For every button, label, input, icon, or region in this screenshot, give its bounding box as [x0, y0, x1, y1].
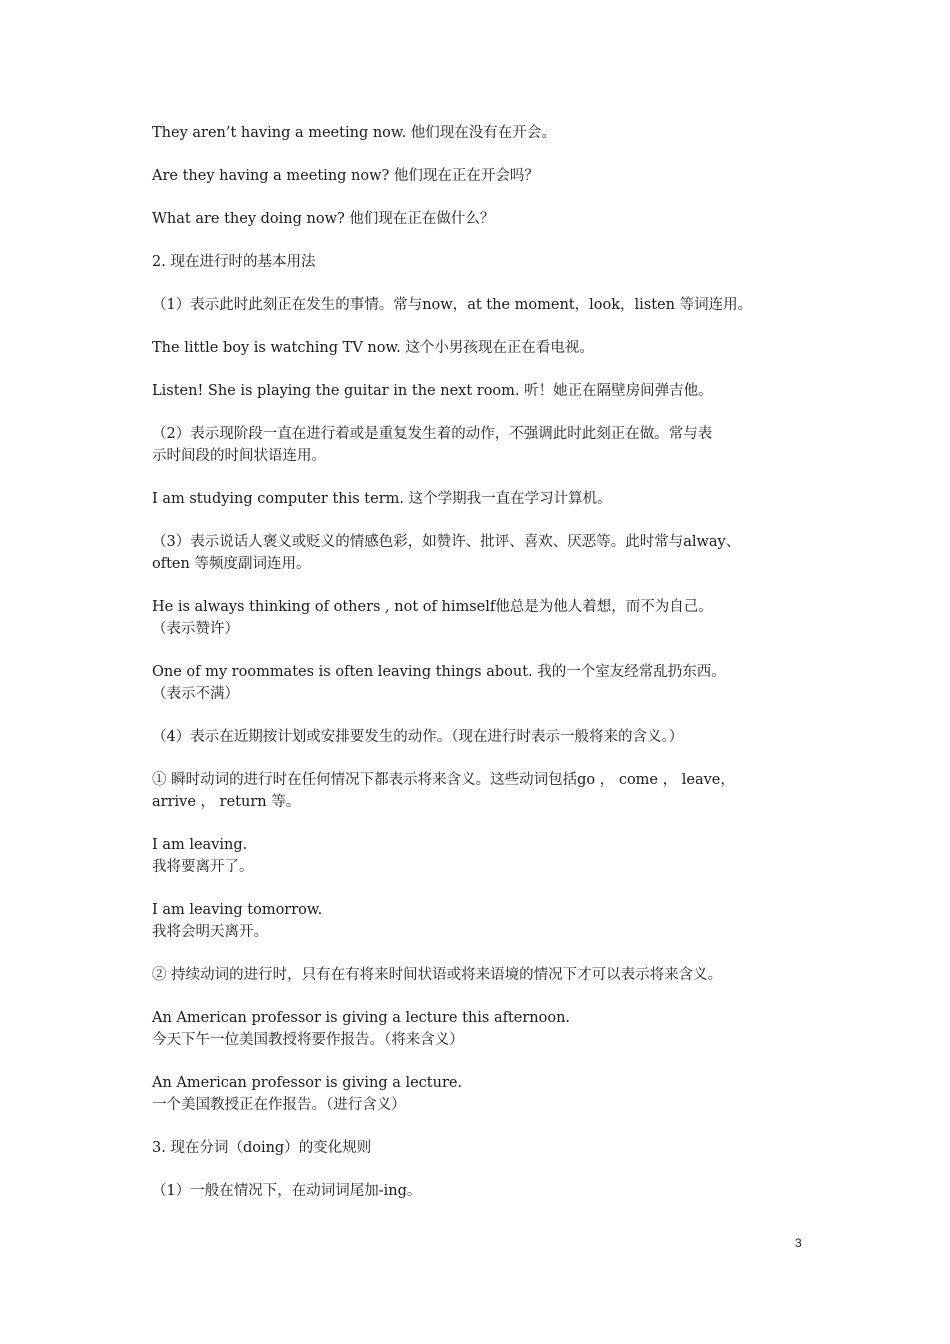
- paragraph: [152, 294, 812, 316]
- text-line: He is always thinking of others , not of himself他总是为他人着想，而不为自己。: [152, 599, 713, 615]
- document-body: [152, 122, 812, 1223]
- paragraph: [152, 122, 812, 144]
- text-line: 3. 现在分词（doing）的变化规则: [152, 1140, 372, 1156]
- text-line: 今天下午一位美国教授将要作报告。（将来含义）: [152, 1032, 464, 1048]
- paragraph: [152, 488, 812, 510]
- paragraph: [152, 531, 812, 575]
- paragraph: [152, 834, 812, 878]
- text-line: The little boy is watching TV now. 这个小男孩现在正在看电视。: [152, 340, 594, 356]
- section-heading: [152, 1137, 812, 1159]
- paragraph: [152, 1180, 812, 1202]
- paragraph: [152, 661, 812, 705]
- text-line: They aren’t having a meeting now. 他们现在没有在开会。: [152, 125, 556, 141]
- section-heading: [152, 251, 812, 273]
- text-line: （1）表示此时此刻正在发生的事情。常与now，at the moment，look，listen 等词连用。: [152, 297, 753, 313]
- text-line: 2. 现在进行时的基本用法: [152, 254, 316, 270]
- text-line: I am leaving.: [152, 837, 248, 853]
- text-line: （4）表示在近期按计划或安排要发生的动作。（现在进行时表示一般将来的含义。）: [152, 729, 684, 745]
- paragraph: [152, 423, 812, 467]
- text-line: （2）表示现阶段一直在进行着或是重复发生着的动作，不强调此时此刻正在做。常与表: [152, 426, 713, 442]
- paragraph: [152, 596, 812, 640]
- paragraph: [152, 1072, 812, 1116]
- text-line: One of my roommates is often leaving things about. 我的一个室友经常乱扔东西。: [152, 664, 726, 680]
- text-line: （1）一般在情况下，在动词词尾加-ing。: [152, 1183, 422, 1199]
- text-line: 示时间段的时间状语连用。: [152, 448, 326, 464]
- text-line: 一个美国教授正在作报告。（进行含义）: [152, 1097, 406, 1113]
- text-line: ② 持续动词的进行时，只有在有将来时间状语或将来语境的情况下才可以表示将来含义。: [152, 967, 723, 983]
- text-line: An American professor is giving a lecture this afternoon.: [152, 1010, 571, 1026]
- text-line: An American professor is giving a lecture.: [152, 1075, 463, 1091]
- text-line: arrive ， return 等。: [152, 794, 301, 810]
- paragraph: [152, 964, 812, 986]
- text-line: What are they doing now? 他们现在正在做什么？: [152, 211, 495, 227]
- text-line: I am leaving tomorrow.: [152, 902, 323, 918]
- text-line: Listen! She is playing the guitar in the next room. 听！她正在隔壁房间弹吉他。: [152, 383, 713, 399]
- text-line: （表示赞许）: [152, 621, 239, 637]
- text-line: 我将要离开了。: [152, 859, 254, 875]
- paragraph: [152, 726, 812, 748]
- paragraph: [152, 769, 812, 813]
- paragraph: [152, 1007, 812, 1051]
- text-line: I am studying computer this term. 这个学期我一直在学习计算机。: [152, 491, 612, 507]
- text-line: （3）表示说话人褒义或贬义的情感色彩，如赞许、批评、喜欢、厌恶等。此时常与alway、: [152, 534, 741, 550]
- page-number: 3: [795, 1236, 802, 1250]
- text-line: （表示不满）: [152, 686, 239, 702]
- text-line: ① 瞬时动词的进行时在任何情况下都表示将来含义。这些动词包括go ， come ， leave，: [152, 772, 735, 788]
- text-line: Are they having a meeting now? 他们现在正在开会吗？: [152, 168, 539, 184]
- paragraph: [152, 899, 812, 943]
- text-line: 我将会明天离开。: [152, 924, 268, 940]
- text-line: often 等频度副词连用。: [152, 556, 311, 572]
- paragraph: [152, 380, 812, 402]
- paragraph: [152, 208, 812, 230]
- paragraph: [152, 165, 812, 187]
- paragraph: [152, 337, 812, 359]
